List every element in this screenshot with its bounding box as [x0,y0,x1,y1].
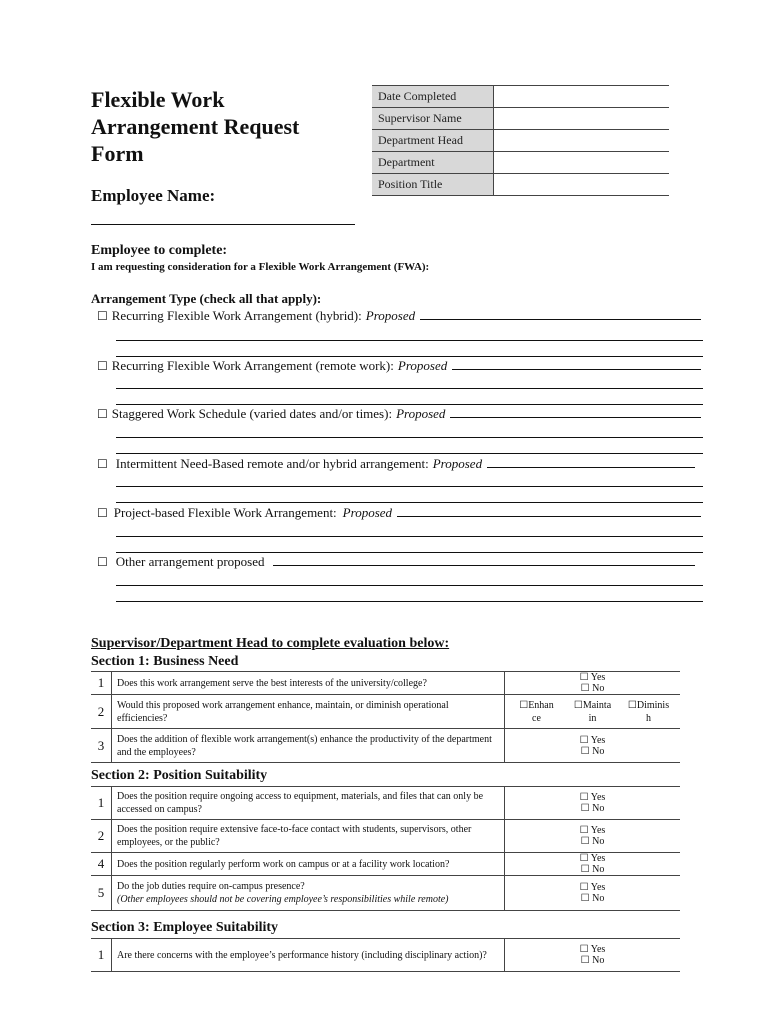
row-number: 3 [91,729,112,763]
diminish-option[interactable]: ☐Diminis h [627,699,670,724]
checkbox-icon: ☐ [580,955,590,966]
checkbox-icon: ☐ [579,792,589,803]
write-line[interactable] [116,502,703,503]
info-label-department-head: Department Head [372,130,494,152]
checkbox-icon: ☐ [579,944,589,955]
employee-name-field[interactable] [91,206,355,225]
no-option[interactable]: ☐ No [580,955,605,966]
row-number: 1 [91,672,112,695]
question-note: (Other employees should not be covering employee’s responsibilities while remote) [117,894,449,905]
section-3-title: Section 3: Employee Suitability [91,920,279,935]
question-cell [112,876,505,911]
table-row [91,820,680,853]
write-line[interactable] [116,585,703,586]
option-label: Intermittent Need-Based remote and/or hybrid arrangement: [115,456,429,471]
option-label: Project-based Flexible Work Arrangement: [113,505,337,520]
option-other-checkbox[interactable]: ☐ [97,555,108,569]
maintain-option[interactable]: ☐Mainta in [573,699,612,724]
date-completed-field[interactable] [494,86,670,108]
row-number: 2 [91,820,112,853]
table-row [91,939,680,972]
arrangement-type-heading: Arrangement Type (check all that apply): [91,291,322,306]
question-text: Are there concerns with the employee’s performance history (including disciplinary action)? [112,939,505,972]
checkbox-icon: ☐ [579,853,589,864]
yes-option[interactable]: ☐ Yes [579,792,606,803]
table-row [91,876,680,911]
proposed-input[interactable] [273,553,696,566]
table-row [91,787,680,820]
checkbox-icon: ☐ [627,699,637,711]
checkbox-icon: ☐ [580,745,590,757]
row-number: 1 [91,787,112,820]
no-option[interactable]: ☐ No [580,836,605,847]
option-hybrid-checkbox[interactable]: ☐ [97,309,108,323]
yes-option[interactable]: ☐ Yes [579,882,606,893]
no-option[interactable]: ☐ No [580,803,605,814]
write-line[interactable] [116,437,703,438]
proposed-input[interactable] [450,405,701,418]
yes-option[interactable]: ☐ Yes [579,853,606,864]
proposed-label: Proposed [342,505,393,520]
no-option[interactable]: ☐ No [580,683,605,694]
yes-option[interactable]: ☐ Yes [579,944,606,955]
write-line[interactable] [116,486,703,487]
info-table [372,85,669,196]
proposed-input[interactable] [420,307,701,320]
checkbox-icon: ☐ [580,836,590,847]
page-title: Flexible Work Arrangement Request Form [91,87,300,166]
answer-options [505,672,681,695]
employee-section-heading: Employee to complete: [91,243,228,258]
option-intermittent-checkbox[interactable]: ☐ [97,457,108,471]
yes-option[interactable]: ☐ Yes [579,672,606,683]
row-number: 4 [91,853,112,876]
checkbox-icon: ☐ [579,882,589,893]
option-remote [97,357,703,374]
section-1-title: Section 1: Business Need [91,654,239,669]
option-project-checkbox[interactable]: ☐ [97,506,108,520]
write-line[interactable] [116,340,703,341]
info-label-supervisor-name: Supervisor Name [372,108,494,130]
proposed-input[interactable] [397,504,701,517]
proposed-label: Proposed [396,406,446,421]
supervisor-name-field[interactable] [494,108,670,130]
section-2-table [91,786,680,911]
option-label: Recurring Flexible Work Arrangement (hybrid): [111,308,362,323]
option-hybrid [97,307,703,324]
write-line[interactable] [116,601,703,602]
no-option[interactable]: ☐ No [580,864,605,875]
table-row [91,853,680,876]
proposed-label: Proposed [365,308,416,323]
answer-options [505,876,681,911]
option-other [97,553,703,570]
write-line[interactable] [116,388,703,389]
employee-name-label: Employee Name: [91,186,216,205]
info-label-position-title: Position Title [372,174,494,196]
answer-options [505,695,681,729]
row-number: 2 [91,695,112,729]
position-title-field[interactable] [494,174,670,196]
answer-options [505,939,681,972]
evaluation-heading: Supervisor/Department Head to complete evaluation below: [91,636,450,651]
checkbox-icon: ☐ [579,734,589,746]
proposed-input[interactable] [452,357,701,370]
checkbox-icon: ☐ [573,699,583,711]
option-staggered [97,405,703,422]
info-label-date-completed: Date Completed [372,86,494,108]
section-1-table [91,671,680,763]
question-text: Does the position regularly perform work on campus or at a facility work location? [112,853,505,876]
answer-options [505,820,681,853]
proposed-label: Proposed [397,358,448,373]
answer-options [505,853,681,876]
table-row [91,672,680,695]
answer-options [505,729,681,763]
question-text: Does the position require ongoing access to equipment, materials, and files that can only be accessed on campus? [112,787,505,820]
write-line[interactable] [116,536,703,537]
option-label: Staggered Work Schedule (varied dates and/or times): [111,406,393,421]
option-intermittent [97,455,703,472]
option-staggered-checkbox[interactable]: ☐ [97,407,108,421]
option-remote-checkbox[interactable]: ☐ [97,359,108,373]
row-number: 1 [91,939,112,972]
checkbox-icon: ☐ [580,803,590,814]
checkbox-icon: ☐ [580,893,590,904]
question-text: Would this proposed work arrangement enhance, maintain, or diminish operational efficiencies? [112,695,505,729]
checkbox-icon: ☐ [580,864,590,875]
no-option[interactable]: ☐ No [580,893,605,904]
proposed-label: Proposed [432,456,483,471]
option-project [97,504,703,521]
table-row [91,729,680,763]
enhance-option[interactable]: ☐Enhan ce [519,699,554,724]
department-field[interactable] [494,152,670,174]
checkbox-icon: ☐ [519,699,529,711]
option-label: Other arrangement proposed [115,554,265,569]
yes-option[interactable]: ☐ Yes [579,734,606,746]
request-text: I am requesting consideration for a Flexible Work Arrangement (FWA): [91,261,430,273]
section-3-table [91,938,680,972]
table-row [91,695,680,729]
answer-options [505,787,681,820]
question-text: Does the position require extensive face-to-face contact with students, supervisors, other employees, or the public? [112,820,505,853]
checkbox-icon: ☐ [580,683,590,694]
option-label: Recurring Flexible Work Arrangement (remote work): [111,358,394,373]
proposed-input[interactable] [487,455,695,468]
section-2-title: Section 2: Position Suitability [91,768,268,783]
yes-option[interactable]: ☐ Yes [579,825,606,836]
department-head-field[interactable] [494,130,670,152]
checkbox-icon: ☐ [579,825,589,836]
question-text: Does the addition of flexible work arrangement(s) enhance the productivity of the department and the employees? [112,729,505,763]
question-text: Does this work arrangement serve the best interests of the university/college? [112,672,505,695]
no-option[interactable]: ☐ No [580,745,605,757]
info-label-department: Department [372,152,494,174]
row-number: 5 [91,876,112,911]
write-line[interactable] [116,453,703,454]
checkbox-icon: ☐ [579,672,589,683]
question-text: Do the job duties require on-campus presence? [117,881,305,892]
